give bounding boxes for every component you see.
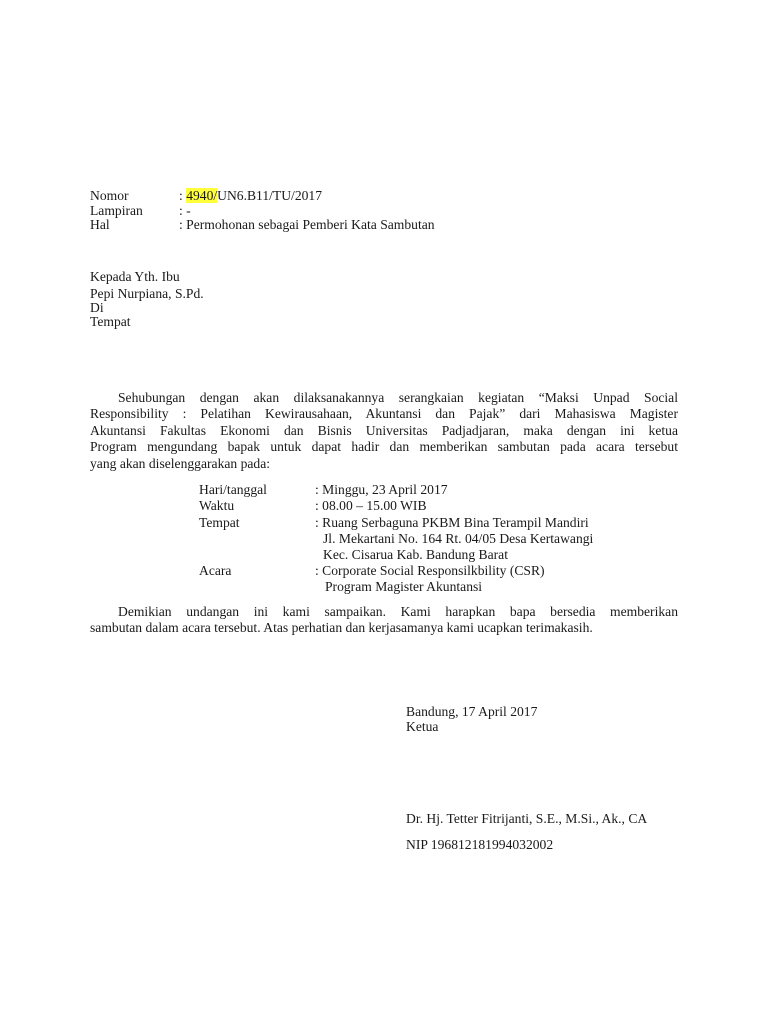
p2-line-2: sambutan dalam acara tersebut. Atas perhatian dan kerjasamanya kami ucapkan terimakasih.	[90, 620, 593, 636]
nomor-value	[179, 188, 322, 203]
place-date: Bandung, 17 April 2017	[406, 704, 538, 719]
hari-value: : Minggu, 23 April 2017	[315, 482, 448, 497]
recipient-line-4: Tempat	[90, 314, 131, 329]
p1-line-3: Akuntansi Fakultas Ekonomi dan Bisnis Universitas Padjadjaran, maka dengan ini ketua	[90, 422, 678, 438]
tempat-line-2: Jl. Mekartani No. 164 Rt. 04/05 Desa Kertawangi	[323, 531, 594, 546]
hal-label: Hal	[90, 217, 110, 232]
hal-value: : Permohonan sebagai Pemberi Kata Sambutan	[179, 217, 435, 232]
acara-line-2: Program Magister Akuntansi	[325, 579, 483, 594]
nomor-highlight: 4940/	[186, 188, 218, 203]
p1-line-4: Program mengundang bapak untuk dapat hadir dan memberikan sambutan pada acara tersebut	[90, 439, 678, 455]
nomor-label: Nomor	[90, 188, 129, 203]
nomor-colon: :	[179, 188, 183, 203]
signatory-role: Ketua	[406, 719, 439, 734]
recipient-line-2: Pepi Nurpiana, S.Pd.	[90, 286, 204, 301]
waktu-value: : 08.00 – 15.00 WIB	[315, 498, 427, 513]
p1-line-2: Responsibility : Pelatihan Kewirausahaan, Akuntansi dan Pajak” dari Mahasiswa Magister	[90, 406, 678, 422]
signatory-name: Dr. Hj. Tetter Fitrijanti, S.E., M.Si., Ak., CA	[406, 811, 648, 826]
signatory-nip: NIP 196812181994032002	[406, 837, 554, 852]
p1-line-5: yang akan diselenggarakan pada:	[90, 455, 271, 471]
recipient-line-3: Di	[90, 300, 104, 315]
body-paragraph-2	[90, 604, 678, 637]
acara-label: Acara	[199, 563, 232, 578]
hari-label: Hari/tanggal	[199, 482, 267, 497]
tempat-label: Tempat	[199, 515, 240, 530]
p1-line-1: Sehubungan dengan akan dilaksanakannya serangkaian kegiatan “Maksi Unpad Social	[118, 390, 678, 405]
tempat-value: : Ruang Serbaguna PKBM Bina Terampil Mandiri	[315, 515, 589, 530]
waktu-label: Waktu	[199, 498, 235, 513]
recipient-line-1: Kepada Yth. Ibu	[90, 269, 180, 284]
p2-line-1: Demikian undangan ini kami sampaikan. Kami harapkan bapa bersedia memberikan	[118, 604, 678, 619]
body-paragraph-1	[90, 390, 678, 472]
acara-value: : Corporate Social Responsilkbility (CSR)	[315, 563, 545, 578]
lampiran-value: : -	[179, 203, 191, 218]
tempat-line-3: Kec. Cisarua Kab. Bandung Barat	[323, 547, 508, 562]
lampiran-label: Lampiran	[90, 203, 143, 218]
nomor-rest: UN6.B11/TU/2017	[217, 188, 323, 203]
